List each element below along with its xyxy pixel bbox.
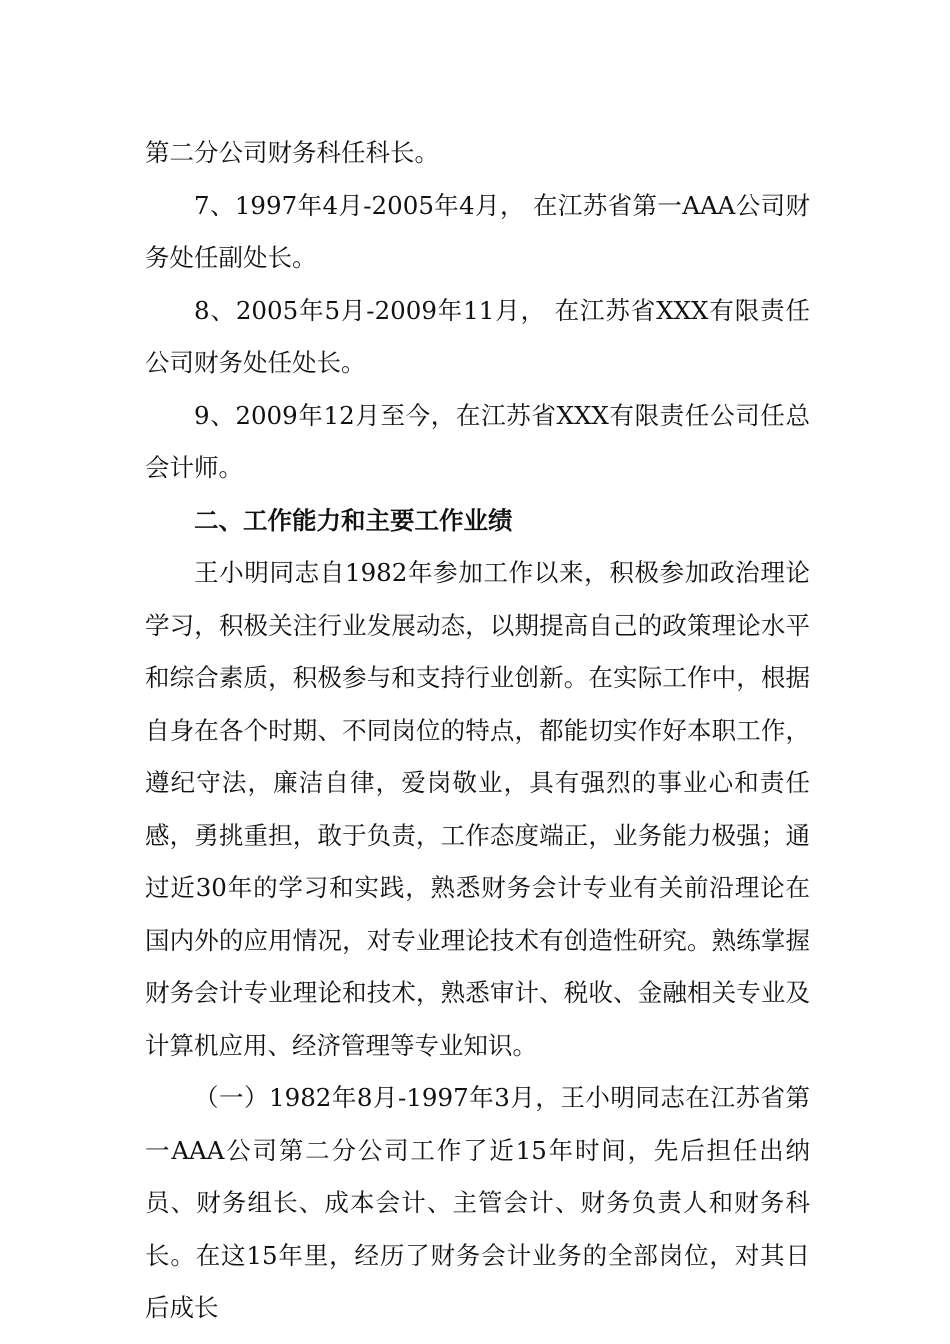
paragraph-item-9: 9、2009年12月至今，在江苏省XXX有限责任公司任总会计师。	[145, 400, 810, 482]
paragraph-continuation: 第二分公司财务科任科长。	[145, 138, 439, 167]
paragraph-period-one: （一）1982年8月-1997年3月，王小明同志在江苏省第一AAA公司第二分公司工作了近15年时间，先后担任出纳员、财务组长、成本会计、主管会计、财务负责人和财务科长。在这15年里，经历了财务会计业务的全部岗位，对其日后成长	[145, 1083, 810, 1322]
paragraph-item-7: 7、1997年4月-2005年4月， 在江苏省第一AAA公司财务处任副处长。	[145, 190, 810, 272]
paragraph-item-8: 8、2005年5月-2009年11月， 在江苏省XXX有限责任公司财务处任处长。	[145, 295, 810, 377]
document-body	[145, 127, 810, 1335]
paragraph-summary: 王小明同志自1982年参加工作以来，积极参加政治理论学习，积极关注行业发展动态，以期提高自己的政策理论水平和综合素质，积极参与和支持行业创新。在实际工作中，根据自身在各个时期、不同岗位的特点，都能切实作好本职工作，遵纪守法，廉洁自律，爱岗敬业，具有强烈的事业心和责任感，勇挑重担，敢于负责，工作态度端正，业务能力极强；通过近30年的学习和实践，熟悉财务会计专业有关前沿理论在国内外的应用情况，对专业理论技术有创造性研究。熟练掌握财务会计专业理论和技术，熟悉审计、税收、金融相关专业及计算机应用、经济管理等专业知识。	[145, 558, 810, 1060]
section-heading: 二、工作能力和主要工作业绩	[194, 505, 513, 535]
